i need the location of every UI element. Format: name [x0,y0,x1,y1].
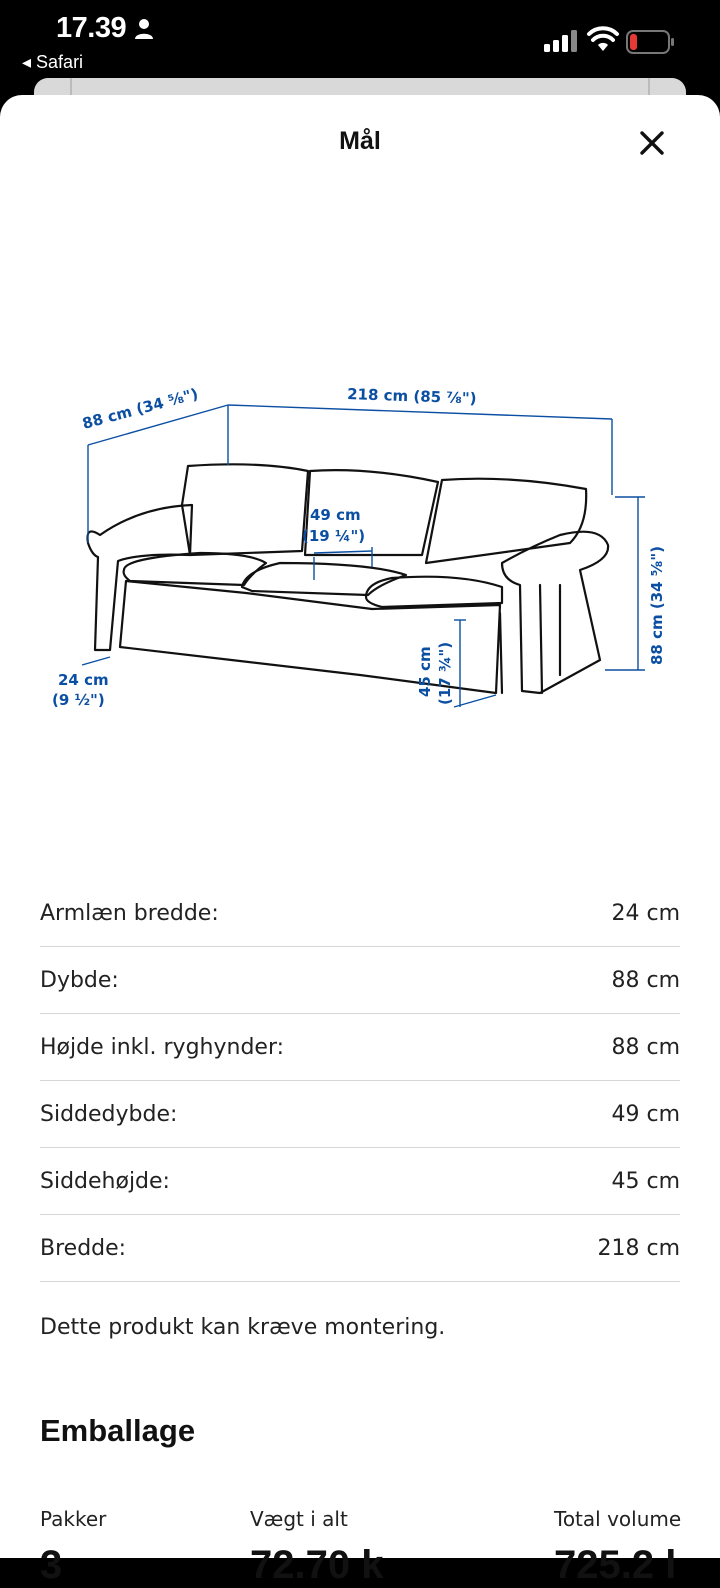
label-height: 88 cm (34 ⅝") [648,546,666,665]
dimension-label: Højde inkl. ryghynder: [40,1034,285,1060]
packaging-value-weight: 72.70 k [250,1543,384,1587]
close-icon [642,133,662,153]
sofa-dimension-diagram [40,375,680,715]
packaging-col-packages: Pakker [40,1507,107,1531]
label-seat-depth-in: (19 ¼") [302,527,366,545]
wifi-icon [588,28,618,52]
label-seat-height-in: (17 ¾") [436,641,454,705]
dimension-value: 218 cm [597,1235,680,1261]
sheet-title: Mål [339,127,381,155]
label-depth: 88 cm (34 ⅝") [80,384,200,433]
dimension-label: Armlæn bredde: [40,900,219,926]
dimension-label: Siddehøjde: [40,1168,170,1194]
sofa-drawing [88,464,609,693]
label-armrest-cm: 24 cm [58,671,109,689]
packaging-heading: Emballage [40,1413,196,1448]
dimensions-list [40,880,680,1282]
dimension-value: 45 cm [611,1168,680,1194]
dimension-label: Dybde: [40,967,119,993]
label-seat-height: 45 cm [416,646,434,697]
dimension-labels [52,385,666,709]
packaging-value-packages: 3 [40,1543,63,1587]
signal-icon [544,30,578,52]
dimensions-sheet [0,95,720,1587]
dimension-row-seat-height [40,1148,680,1215]
packaging-value-volume: 725.2 l [554,1543,677,1587]
label-armrest-in: (9 ½") [52,691,105,709]
dimension-row-armrest [40,880,680,947]
dimension-label: Siddedybde: [40,1101,178,1127]
dimension-value: 49 cm [611,1101,680,1127]
dimension-row-height [40,1014,680,1081]
label-width: 218 cm (85 ⅞") [346,385,477,408]
status-time: 17.39 [56,12,127,44]
dimension-row-seat-depth [40,1081,680,1148]
assembly-note: Dette produkt kan kræve montering. [40,1315,446,1340]
dimension-value: 88 cm [611,967,680,993]
packaging-col-volume: Total volume [554,1507,682,1531]
battery-icon [626,30,676,54]
dimension-value: 24 cm [611,900,680,926]
dimension-row-width [40,1215,680,1282]
dimension-value: 88 cm [611,1034,680,1060]
person-icon [134,18,154,40]
back-to-safari-link[interactable]: ◂ Safari [22,52,84,72]
label-seat-depth-cm: 49 cm [310,506,361,524]
dimension-row-depth [40,947,680,1014]
close-button[interactable] [632,123,672,163]
packaging-col-weight: Vægt i alt [250,1507,348,1531]
dimension-label: Bredde: [40,1235,127,1261]
